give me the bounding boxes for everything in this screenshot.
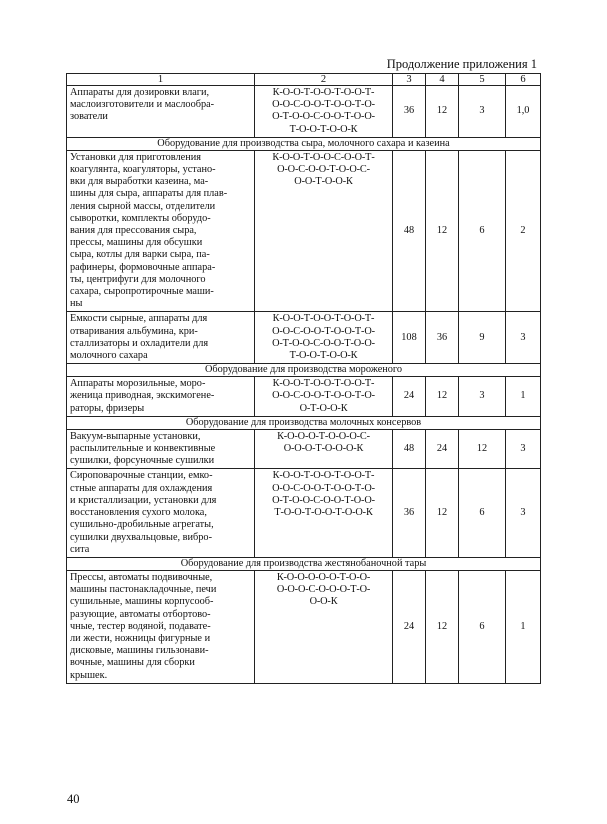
section-title: Оборудование для производства мороженого xyxy=(67,364,541,377)
maintenance-cycle-structure: К-О-О-О-О-О-Т-О-О- О-О-О-С-О-О-О-Т-О- О-О-К xyxy=(255,570,393,683)
equipment-description: Аппараты морозильные, моро- женица приводная, экскимогене- раторы, фризеры xyxy=(67,377,255,417)
section-title: Оборудование для производства жестянобаночной тары xyxy=(67,557,541,570)
column-header-2: 2 xyxy=(255,74,393,86)
section-row xyxy=(67,137,541,150)
column-header-5: 5 xyxy=(459,74,506,86)
value-col-5: 12 xyxy=(459,429,506,469)
header-row xyxy=(67,74,541,86)
value-col-4: 12 xyxy=(426,86,459,138)
table-row xyxy=(67,150,541,312)
value-col-5: 6 xyxy=(459,469,506,557)
table-row xyxy=(67,86,541,138)
column-header-4: 4 xyxy=(426,74,459,86)
equipment-description: Прессы, автоматы подвивочные, машины пастонакладочные, печи сушильные, машины корпусооб- разующие, автоматы отбортово- чные, тестер водяной, подавате- ли жести, ножницы фигурные и дисковые, машины гильзонави- вочные, машины для сборки крышек. xyxy=(67,570,255,683)
value-col-5: 6 xyxy=(459,150,506,312)
maintenance-cycle-structure: К-О-О-Т-О-О-Т-О-О-Т- О-О-С-О-О-Т-О-О-Т-О- О-Т-О-О-С-О-О-Т-О-О- Т-О-О-Т-О-О-Т-О-О-К xyxy=(255,469,393,557)
value-col-3: 24 xyxy=(393,570,426,683)
value-col-6: 1 xyxy=(506,377,541,417)
value-col-6: 3 xyxy=(506,429,541,469)
equipment-description: Сироповарочные станции, емко- стные аппараты для охлаждения и кристаллизации, установки для восстановления сухого молока, сушильно-дробильные агрегаты, сушилки двухвальцовые, вибро- сита xyxy=(67,469,255,557)
value-col-3: 36 xyxy=(393,86,426,138)
value-col-5: 3 xyxy=(459,86,506,138)
equipment-description: Аппараты для дозировки влаги, маслоизготовители и маслообра- зователи xyxy=(67,86,255,138)
value-col-3: 108 xyxy=(393,312,426,364)
maintenance-cycle-structure: К-О-О-Т-О-О-Т-О-О-Т- О-О-С-О-О-Т-О-О-Т-О- О-Т-О-О-С-О-О-Т-О-О- Т-О-О-Т-О-О-К xyxy=(255,86,393,138)
page-caption: Продолжение приложения 1 xyxy=(386,57,537,71)
value-col-3: 48 xyxy=(393,150,426,312)
page-number: 40 xyxy=(67,792,80,806)
table-row xyxy=(67,377,541,417)
section-row xyxy=(67,364,541,377)
maintenance-cycle-structure: К-О-О-Т-О-О-Т-О-О-Т- О-О-С-О-О-Т-О-О-Т-О- О-Т-О-О-К xyxy=(255,377,393,417)
table-row xyxy=(67,429,541,469)
section-row xyxy=(67,416,541,429)
column-header-3: 3 xyxy=(393,74,426,86)
value-col-4: 36 xyxy=(426,312,459,364)
value-col-4: 12 xyxy=(426,570,459,683)
value-col-6: 2 xyxy=(506,150,541,312)
section-row xyxy=(67,557,541,570)
value-col-6: 3 xyxy=(506,469,541,557)
maintenance-cycle-structure: К-О-О-Т-О-О-С-О-О-Т- О-О-С-О-О-Т-О-О-С- О-О-Т-О-О-К xyxy=(255,150,393,312)
value-col-4: 12 xyxy=(426,377,459,417)
equipment-description: Вакуум-выпарные установки, распылительные и конвективные сушилки, форсуночные сушилки xyxy=(67,429,255,469)
value-col-5: 9 xyxy=(459,312,506,364)
value-col-4: 12 xyxy=(426,150,459,312)
table-row xyxy=(67,469,541,557)
maintenance-schedule-table xyxy=(66,73,541,684)
maintenance-cycle-structure: К-О-О-О-Т-О-О-О-С- О-О-О-Т-О-О-О-К xyxy=(255,429,393,469)
value-col-3: 36 xyxy=(393,469,426,557)
value-col-5: 3 xyxy=(459,377,506,417)
section-title: Оборудование для производства молочных консервов xyxy=(67,416,541,429)
value-col-6: 1 xyxy=(506,570,541,683)
value-col-4: 24 xyxy=(426,429,459,469)
section-title: Оборудование для производства сыра, молочного сахара и казеина xyxy=(67,137,541,150)
value-col-5: 6 xyxy=(459,570,506,683)
value-col-4: 12 xyxy=(426,469,459,557)
column-header-1: 1 xyxy=(67,74,255,86)
table-body xyxy=(67,74,541,684)
value-col-3: 48 xyxy=(393,429,426,469)
equipment-description: Установки для приготовления коагулянта, коагуляторы, устано- вки для выработки казеина, ма- шины для сыра, аппараты для плав- ления сырной массы, отделители сыворотки, комплекты оборудо- вания для прессования сыра, прессы, машины для обсушки сыра, котлы для варки сыра, па- рафинеры, формовочные аппара- ты, центрифуги для молочного сахара, сыропротирочные маши- ны xyxy=(67,150,255,312)
column-header-6: 6 xyxy=(506,74,541,86)
equipment-description: Емкости сырные, аппараты для отваривания альбумина, кри- сталлизаторы и охладители для молочного сахара xyxy=(67,312,255,364)
table-row xyxy=(67,312,541,364)
value-col-6: 3 xyxy=(506,312,541,364)
value-col-3: 24 xyxy=(393,377,426,417)
value-col-6: 1,0 xyxy=(506,86,541,138)
table-row xyxy=(67,570,541,683)
maintenance-cycle-structure: К-О-О-Т-О-О-Т-О-О-Т- О-О-С-О-О-Т-О-О-Т-О- О-Т-О-О-С-О-О-Т-О-О- Т-О-О-Т-О-О-К xyxy=(255,312,393,364)
